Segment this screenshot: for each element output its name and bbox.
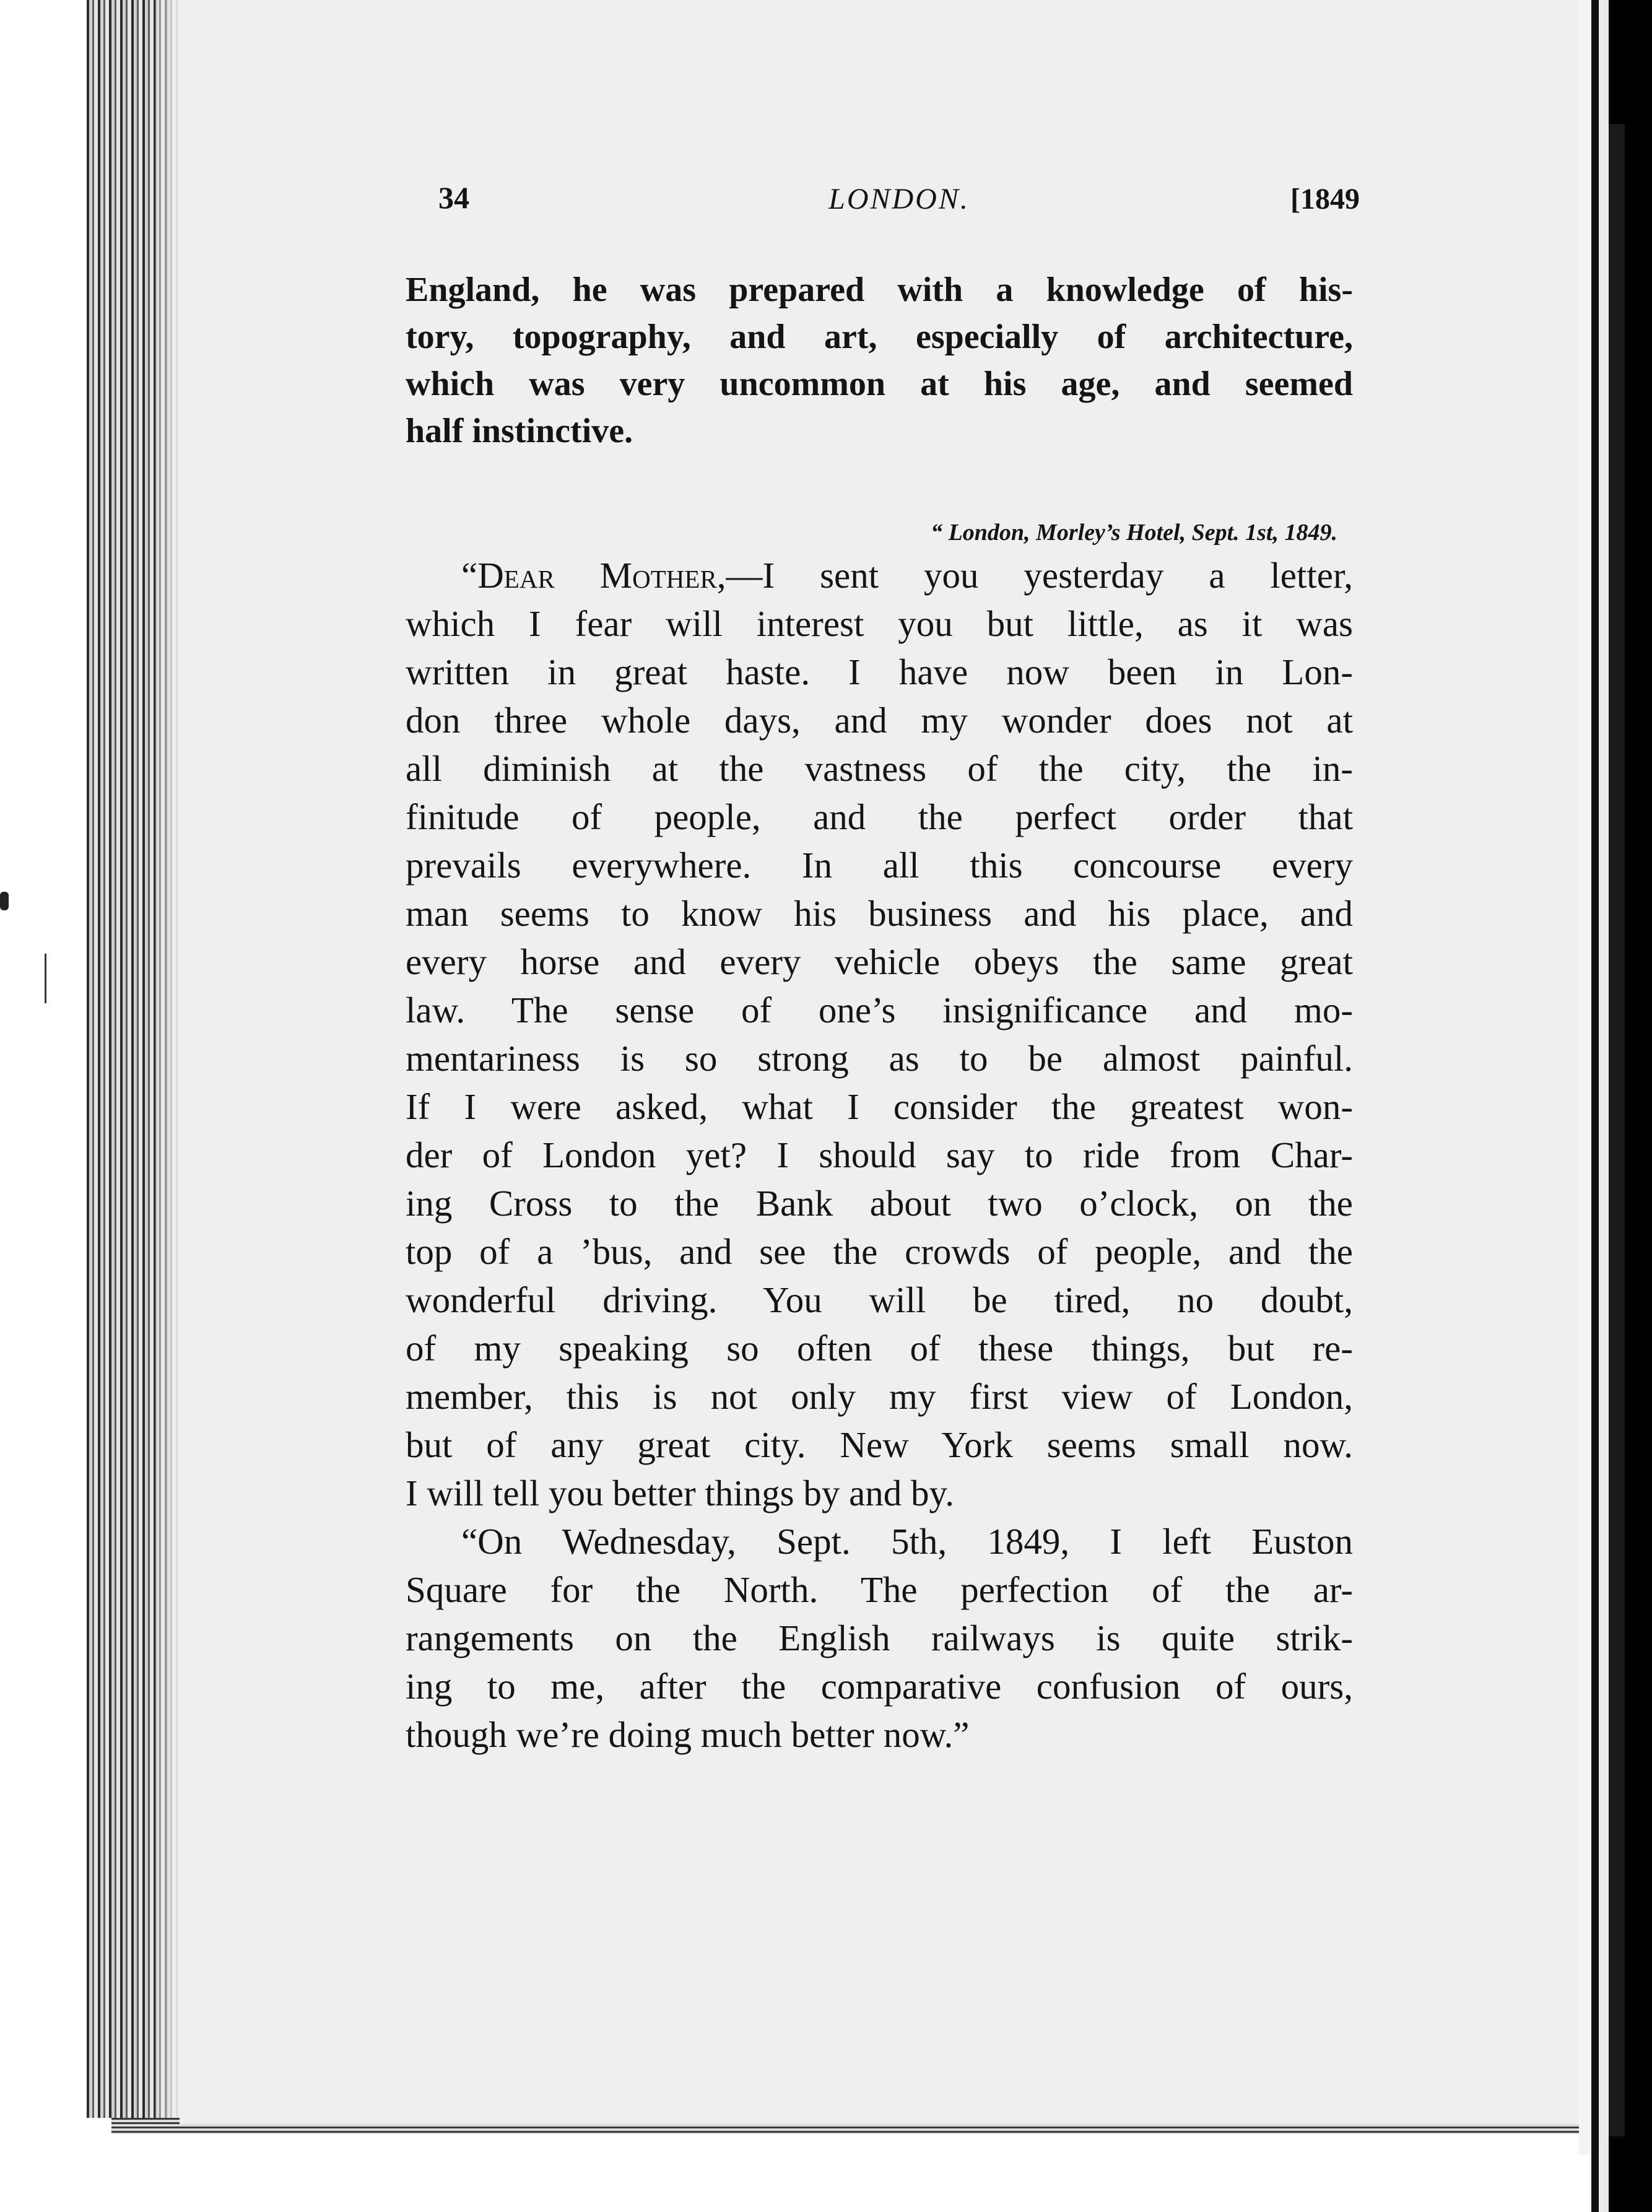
salutation-line-rest: —I sent you yesterday a letter, bbox=[726, 555, 1353, 596]
text-line: which I fear will interest you but little, as it was bbox=[406, 603, 1353, 644]
page-gutter bbox=[1579, 0, 1591, 2155]
text-line: which was very uncommon at his age, and seemed bbox=[406, 365, 1353, 403]
letter-body bbox=[406, 551, 1353, 1759]
text-line: half instinctive. bbox=[406, 412, 633, 450]
scan-artifact-line bbox=[45, 954, 46, 1003]
text-line: prevails everywhere. In all this concourse every bbox=[406, 845, 1353, 886]
running-title: LONDON. bbox=[828, 183, 970, 216]
text-line: Square for the North. The perfection of the ar- bbox=[406, 1569, 1353, 1610]
running-year: [1849 bbox=[1290, 183, 1360, 216]
text-line: man seems to know his business and his place, and bbox=[406, 893, 1353, 934]
text-line: don three whole days, and my wonder does not at bbox=[406, 700, 1353, 741]
text-line: every horse and every vehicle obeys the same great bbox=[406, 941, 1353, 982]
text-line: ing to me, after the comparative confusion of ours, bbox=[406, 1666, 1353, 1707]
running-head bbox=[438, 180, 1360, 223]
letter-salutation: Dear Mother, bbox=[477, 555, 726, 596]
open-quote: “ bbox=[461, 555, 478, 596]
text-line: If I were asked, what I consider the greatest won- bbox=[406, 1086, 1353, 1127]
scan-artifact-mark bbox=[0, 892, 9, 910]
text-line: all diminish at the vastness of the city, the in- bbox=[406, 748, 1353, 789]
text-line: top of a ’bus, and see the crowds of people, and the bbox=[406, 1231, 1353, 1272]
text-line: but of any great city. New York seems small now. bbox=[406, 1424, 1353, 1465]
text-line: law. The sense of one’s insignificance and mo- bbox=[406, 990, 1353, 1030]
text-line: “On Wednesday, Sept. 5th, 1849, I left Euston bbox=[461, 1521, 1353, 1562]
text-line: finitude of people, and the perfect order that bbox=[406, 796, 1353, 837]
letter-dateline: “ London, Morley’s Hotel, Sept. 1st, 1849. bbox=[931, 520, 1337, 546]
text-line: tory, topography, and art, especially of architecture, bbox=[406, 318, 1353, 356]
text-line: ing Cross to the Bank about two o’clock, on the bbox=[406, 1183, 1353, 1224]
text-line: mentariness is so strong as to be almost painful. bbox=[406, 1038, 1353, 1079]
page-edges-shadow bbox=[155, 0, 180, 2118]
text-line: though we’re doing much better now.” bbox=[406, 1714, 970, 1755]
text-line: rangements on the English railways is quite strik- bbox=[406, 1618, 1353, 1658]
text-line: written in great haste. I have now been in Lon- bbox=[406, 651, 1353, 692]
text-line: England, he was prepared with a knowledge of his- bbox=[406, 271, 1353, 309]
paragraph-continued bbox=[406, 266, 1353, 455]
text-line: wonderful driving. You will be tired, no doubt, bbox=[406, 1279, 1353, 1320]
text-line: member, this is not only my first view of London, bbox=[406, 1376, 1353, 1417]
text-line: of my speaking so often of these things, but re- bbox=[406, 1328, 1353, 1369]
binding-strip bbox=[1609, 124, 1625, 2136]
page-number: 34 bbox=[438, 180, 469, 215]
text-line: der of London yet? I should say to ride from Char- bbox=[406, 1134, 1353, 1175]
text-line: I will tell you better things by and by. bbox=[406, 1473, 954, 1513]
letter-salutation-line bbox=[406, 551, 1353, 599]
